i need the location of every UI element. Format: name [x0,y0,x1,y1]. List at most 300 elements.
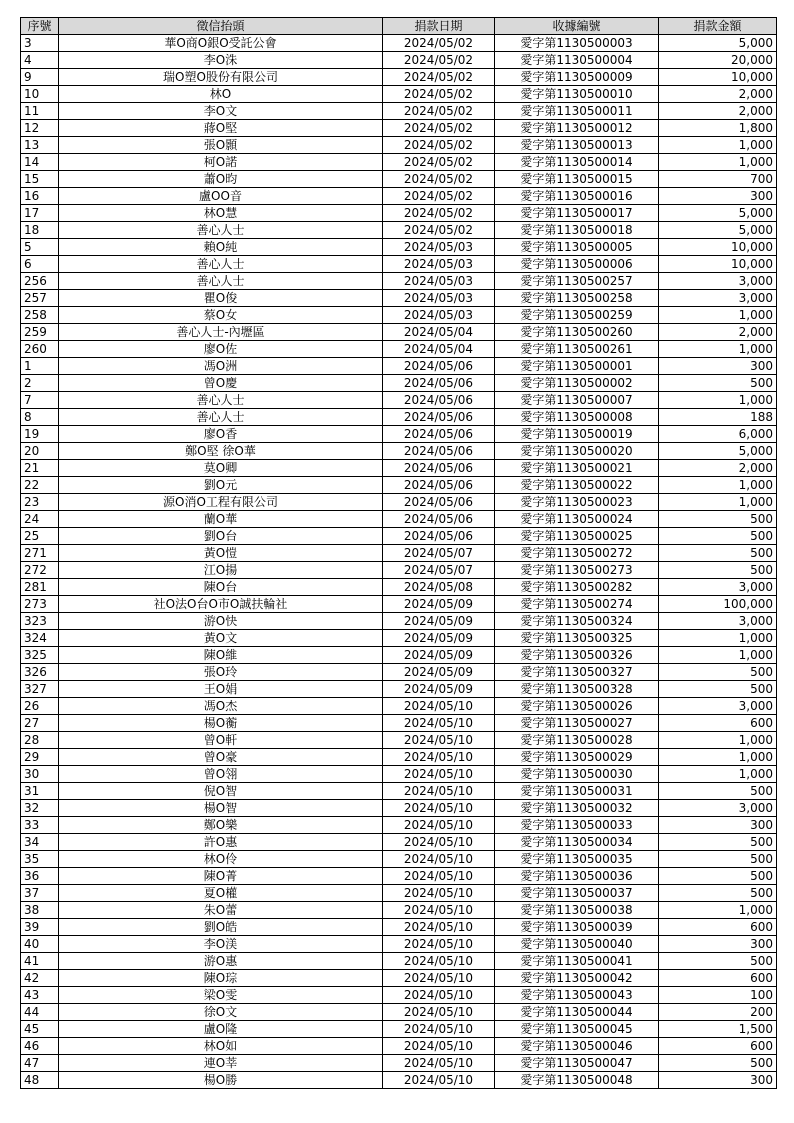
cell-date: 2024/05/10 [383,834,495,851]
cell-amount: 10,000 [659,239,777,256]
cell-receipt: 愛字第1130500026 [495,698,659,715]
cell-date: 2024/05/10 [383,970,495,987]
cell-date: 2024/05/06 [383,392,495,409]
table-row [21,528,777,545]
cell-amount: 2,000 [659,103,777,120]
cell-seq: 10 [21,86,59,103]
cell-name: 陳O菁 [59,868,383,885]
table-row [21,868,777,885]
table-row [21,392,777,409]
cell-receipt: 愛字第1130500018 [495,222,659,239]
cell-name: 林O如 [59,1038,383,1055]
cell-date: 2024/05/06 [383,443,495,460]
cell-receipt: 愛字第1130500045 [495,1021,659,1038]
cell-receipt: 愛字第1130500021 [495,460,659,477]
table-row [21,256,777,273]
table-row [21,715,777,732]
cell-date: 2024/05/09 [383,613,495,630]
cell-name: 劉O元 [59,477,383,494]
header-date: 捐款日期 [383,18,495,35]
cell-seq: 21 [21,460,59,477]
table-row [21,817,777,834]
header-row [21,18,777,35]
table-row [21,596,777,613]
cell-name: 李O洙 [59,52,383,69]
cell-receipt: 愛字第1130500007 [495,392,659,409]
cell-date: 2024/05/02 [383,154,495,171]
cell-name: 善心人士 [59,273,383,290]
cell-date: 2024/05/10 [383,1055,495,1072]
cell-seq: 30 [21,766,59,783]
cell-seq: 39 [21,919,59,936]
table-row [21,188,777,205]
cell-seq: 14 [21,154,59,171]
cell-seq: 24 [21,511,59,528]
table-row [21,86,777,103]
cell-date: 2024/05/03 [383,307,495,324]
cell-seq: 4 [21,52,59,69]
cell-name: 廖O香 [59,426,383,443]
cell-name: 善心人士 [59,222,383,239]
cell-date: 2024/05/10 [383,868,495,885]
table-row [21,664,777,681]
cell-name: 賴O純 [59,239,383,256]
table-row [21,766,777,783]
table-row [21,936,777,953]
table-row [21,885,777,902]
cell-date: 2024/05/03 [383,239,495,256]
cell-seq: 38 [21,902,59,919]
cell-date: 2024/05/10 [383,698,495,715]
cell-date: 2024/05/02 [383,222,495,239]
cell-name: 梁O雯 [59,987,383,1004]
table-row [21,154,777,171]
cell-seq: 256 [21,273,59,290]
cell-amount: 500 [659,868,777,885]
table-row [21,171,777,188]
cell-receipt: 愛字第1130500017 [495,205,659,222]
cell-receipt: 愛字第1130500024 [495,511,659,528]
cell-name: 陳O台 [59,579,383,596]
cell-receipt: 愛字第1130500011 [495,103,659,120]
table-row [21,562,777,579]
table-row [21,324,777,341]
cell-seq: 272 [21,562,59,579]
cell-name: 鄭O樂 [59,817,383,834]
cell-amount: 5,000 [659,205,777,222]
cell-amount: 1,500 [659,1021,777,1038]
cell-amount: 5,000 [659,443,777,460]
cell-amount: 1,000 [659,732,777,749]
cell-date: 2024/05/10 [383,783,495,800]
cell-amount: 600 [659,970,777,987]
cell-seq: 46 [21,1038,59,1055]
cell-receipt: 愛字第1130500048 [495,1072,659,1089]
cell-amount: 300 [659,1072,777,1089]
cell-seq: 35 [21,851,59,868]
cell-amount: 500 [659,681,777,698]
cell-name: 華O商O銀O受託公會 [59,35,383,52]
cell-receipt: 愛字第1130500003 [495,35,659,52]
cell-name: 許O惠 [59,834,383,851]
cell-date: 2024/05/06 [383,409,495,426]
cell-date: 2024/05/06 [383,460,495,477]
cell-name: 瞿O俊 [59,290,383,307]
cell-amount: 1,000 [659,902,777,919]
cell-receipt: 愛字第1130500261 [495,341,659,358]
table-row [21,1072,777,1089]
table-row [21,443,777,460]
cell-seq: 260 [21,341,59,358]
table-row [21,460,777,477]
cell-seq: 17 [21,205,59,222]
cell-name: 善心人士 [59,392,383,409]
cell-seq: 6 [21,256,59,273]
cell-receipt: 愛字第1130500015 [495,171,659,188]
cell-receipt: 愛字第1130500044 [495,1004,659,1021]
cell-amount: 500 [659,885,777,902]
cell-amount: 500 [659,953,777,970]
cell-name: 廖O佐 [59,341,383,358]
cell-receipt: 愛字第1130500023 [495,494,659,511]
cell-receipt: 愛字第1130500019 [495,426,659,443]
cell-seq: 33 [21,817,59,834]
cell-name: 蔣O堅 [59,120,383,137]
cell-amount: 500 [659,851,777,868]
cell-name: 柯O諾 [59,154,383,171]
cell-name: 張O玲 [59,664,383,681]
cell-name: 劉O台 [59,528,383,545]
cell-name: 陳O維 [59,647,383,664]
cell-name: 黃O愷 [59,545,383,562]
cell-name: 社O法O台O市O誠扶輪社 [59,596,383,613]
cell-date: 2024/05/10 [383,1021,495,1038]
cell-amount: 600 [659,1038,777,1055]
cell-receipt: 愛字第1130500020 [495,443,659,460]
cell-date: 2024/05/03 [383,290,495,307]
cell-name: 李O文 [59,103,383,120]
table-row [21,545,777,562]
cell-name: 張O顥 [59,137,383,154]
cell-amount: 2,000 [659,460,777,477]
table-row [21,1004,777,1021]
cell-date: 2024/05/02 [383,103,495,120]
cell-date: 2024/05/10 [383,1072,495,1089]
cell-seq: 273 [21,596,59,613]
cell-name: 曾O軒 [59,732,383,749]
header-receipt: 收據編號 [495,18,659,35]
cell-receipt: 愛字第1130500257 [495,273,659,290]
cell-seq: 258 [21,307,59,324]
cell-date: 2024/05/02 [383,120,495,137]
table-row [21,698,777,715]
cell-date: 2024/05/02 [383,52,495,69]
cell-name: 朱O蕾 [59,902,383,919]
cell-receipt: 愛字第1130500036 [495,868,659,885]
cell-seq: 18 [21,222,59,239]
cell-receipt: 愛字第1130500274 [495,596,659,613]
cell-receipt: 愛字第1130500260 [495,324,659,341]
cell-name: 善心人士-內壢區 [59,324,383,341]
table-row [21,341,777,358]
table-row [21,613,777,630]
cell-date: 2024/05/07 [383,562,495,579]
table-row [21,783,777,800]
cell-name: 馮O洲 [59,358,383,375]
cell-date: 2024/05/10 [383,800,495,817]
cell-seq: 327 [21,681,59,698]
cell-name: 林O慧 [59,205,383,222]
cell-amount: 1,000 [659,477,777,494]
cell-name: 盧O隆 [59,1021,383,1038]
cell-amount: 500 [659,545,777,562]
cell-name: 曾O慶 [59,375,383,392]
cell-amount: 500 [659,562,777,579]
cell-receipt: 愛字第1130500325 [495,630,659,647]
cell-date: 2024/05/06 [383,375,495,392]
cell-amount: 1,800 [659,120,777,137]
table-row [21,834,777,851]
cell-amount: 200 [659,1004,777,1021]
cell-name: 曾O豪 [59,749,383,766]
cell-receipt: 愛字第1130500328 [495,681,659,698]
table-row [21,579,777,596]
cell-date: 2024/05/10 [383,953,495,970]
cell-amount: 500 [659,528,777,545]
cell-receipt: 愛字第1130500016 [495,188,659,205]
header-amount: 捐款金額 [659,18,777,35]
cell-receipt: 愛字第1130500038 [495,902,659,919]
cell-date: 2024/05/09 [383,630,495,647]
cell-seq: 43 [21,987,59,1004]
cell-name: 林O [59,86,383,103]
cell-seq: 34 [21,834,59,851]
cell-seq: 40 [21,936,59,953]
cell-amount: 1,000 [659,766,777,783]
cell-receipt: 愛字第1130500327 [495,664,659,681]
table-row [21,494,777,511]
cell-seq: 31 [21,783,59,800]
table-row [21,1055,777,1072]
cell-date: 2024/05/10 [383,766,495,783]
cell-receipt: 愛字第1130500022 [495,477,659,494]
cell-seq: 44 [21,1004,59,1021]
cell-seq: 48 [21,1072,59,1089]
cell-amount: 100 [659,987,777,1004]
cell-date: 2024/05/03 [383,256,495,273]
cell-receipt: 愛字第1130500326 [495,647,659,664]
cell-receipt: 愛字第1130500034 [495,834,659,851]
cell-seq: 25 [21,528,59,545]
cell-seq: 8 [21,409,59,426]
cell-seq: 32 [21,800,59,817]
cell-amount: 300 [659,188,777,205]
table-row [21,732,777,749]
cell-amount: 3,000 [659,698,777,715]
cell-amount: 3,000 [659,273,777,290]
cell-name: 王O娟 [59,681,383,698]
cell-seq: 20 [21,443,59,460]
cell-date: 2024/05/08 [383,579,495,596]
cell-receipt: 愛字第1130500035 [495,851,659,868]
cell-date: 2024/05/06 [383,358,495,375]
cell-date: 2024/05/10 [383,987,495,1004]
table-row [21,222,777,239]
table-row [21,290,777,307]
cell-amount: 600 [659,715,777,732]
cell-receipt: 愛字第1130500008 [495,409,659,426]
cell-receipt: 愛字第1130500006 [495,256,659,273]
table-row [21,902,777,919]
cell-seq: 28 [21,732,59,749]
cell-date: 2024/05/10 [383,715,495,732]
cell-receipt: 愛字第1130500041 [495,953,659,970]
cell-amount: 10,000 [659,256,777,273]
cell-receipt: 愛字第1130500039 [495,919,659,936]
cell-amount: 700 [659,171,777,188]
cell-seq: 37 [21,885,59,902]
cell-amount: 2,000 [659,324,777,341]
cell-name: 李O渼 [59,936,383,953]
cell-receipt: 愛字第1130500031 [495,783,659,800]
cell-name: 善心人士 [59,256,383,273]
cell-receipt: 愛字第1130500010 [495,86,659,103]
table-row [21,800,777,817]
cell-seq: 257 [21,290,59,307]
cell-name: 楊O勝 [59,1072,383,1089]
cell-receipt: 愛字第1130500258 [495,290,659,307]
cell-date: 2024/05/07 [383,545,495,562]
table-row [21,987,777,1004]
table-row [21,919,777,936]
cell-seq: 15 [21,171,59,188]
cell-amount: 1,000 [659,154,777,171]
cell-date: 2024/05/09 [383,647,495,664]
cell-amount: 1,000 [659,307,777,324]
table-row [21,953,777,970]
cell-seq: 19 [21,426,59,443]
cell-amount: 1,000 [659,647,777,664]
cell-amount: 3,000 [659,579,777,596]
table-row [21,511,777,528]
cell-seq: 41 [21,953,59,970]
cell-receipt: 愛字第1130500005 [495,239,659,256]
table-row [21,1038,777,1055]
cell-seq: 3 [21,35,59,52]
cell-seq: 323 [21,613,59,630]
cell-amount: 1,000 [659,630,777,647]
cell-seq: 281 [21,579,59,596]
cell-name: 倪O智 [59,783,383,800]
cell-seq: 11 [21,103,59,120]
table-row [21,239,777,256]
cell-seq: 324 [21,630,59,647]
cell-name: 江O揚 [59,562,383,579]
cell-receipt: 愛字第1130500259 [495,307,659,324]
cell-name: 徐O文 [59,1004,383,1021]
cell-name: 善心人士 [59,409,383,426]
cell-seq: 1 [21,358,59,375]
cell-date: 2024/05/09 [383,664,495,681]
cell-receipt: 愛字第1130500001 [495,358,659,375]
cell-name: 曾O翎 [59,766,383,783]
cell-amount: 500 [659,511,777,528]
cell-amount: 500 [659,375,777,392]
table-row [21,103,777,120]
cell-name: 夏O權 [59,885,383,902]
cell-receipt: 愛字第1130500042 [495,970,659,987]
cell-date: 2024/05/02 [383,137,495,154]
cell-amount: 500 [659,1055,777,1072]
cell-amount: 500 [659,664,777,681]
cell-date: 2024/05/04 [383,324,495,341]
cell-receipt: 愛字第1130500282 [495,579,659,596]
cell-amount: 1,000 [659,137,777,154]
cell-date: 2024/05/10 [383,885,495,902]
cell-date: 2024/05/10 [383,1004,495,1021]
cell-seq: 23 [21,494,59,511]
cell-amount: 500 [659,834,777,851]
cell-seq: 271 [21,545,59,562]
cell-date: 2024/05/06 [383,494,495,511]
cell-date: 2024/05/09 [383,681,495,698]
table-row [21,358,777,375]
cell-seq: 12 [21,120,59,137]
table-row [21,749,777,766]
cell-seq: 22 [21,477,59,494]
cell-name: 盧OO音 [59,188,383,205]
table-row [21,681,777,698]
cell-date: 2024/05/10 [383,919,495,936]
cell-date: 2024/05/02 [383,171,495,188]
cell-seq: 326 [21,664,59,681]
cell-seq: 7 [21,392,59,409]
table-body [21,35,777,1089]
cell-seq: 13 [21,137,59,154]
cell-seq: 27 [21,715,59,732]
cell-seq: 47 [21,1055,59,1072]
cell-receipt: 愛字第1130500004 [495,52,659,69]
table-row [21,205,777,222]
cell-amount: 300 [659,358,777,375]
table-row [21,69,777,86]
cell-date: 2024/05/04 [383,341,495,358]
table-row [21,273,777,290]
cell-receipt: 愛字第1130500033 [495,817,659,834]
table-row [21,137,777,154]
table-row [21,409,777,426]
cell-receipt: 愛字第1130500272 [495,545,659,562]
cell-date: 2024/05/06 [383,511,495,528]
cell-amount: 1,000 [659,749,777,766]
cell-name: 蕭O昀 [59,171,383,188]
cell-name: 鄭O堅 徐O華 [59,443,383,460]
cell-seq: 9 [21,69,59,86]
cell-name: 陳O琮 [59,970,383,987]
table-row [21,630,777,647]
table-row [21,647,777,664]
cell-date: 2024/05/10 [383,732,495,749]
table-row [21,375,777,392]
cell-amount: 600 [659,919,777,936]
cell-receipt: 愛字第1130500037 [495,885,659,902]
cell-seq: 2 [21,375,59,392]
cell-name: 馮O杰 [59,698,383,715]
cell-amount: 2,000 [659,86,777,103]
table-row [21,970,777,987]
cell-receipt: 愛字第1130500009 [495,69,659,86]
cell-name: 連O莘 [59,1055,383,1072]
